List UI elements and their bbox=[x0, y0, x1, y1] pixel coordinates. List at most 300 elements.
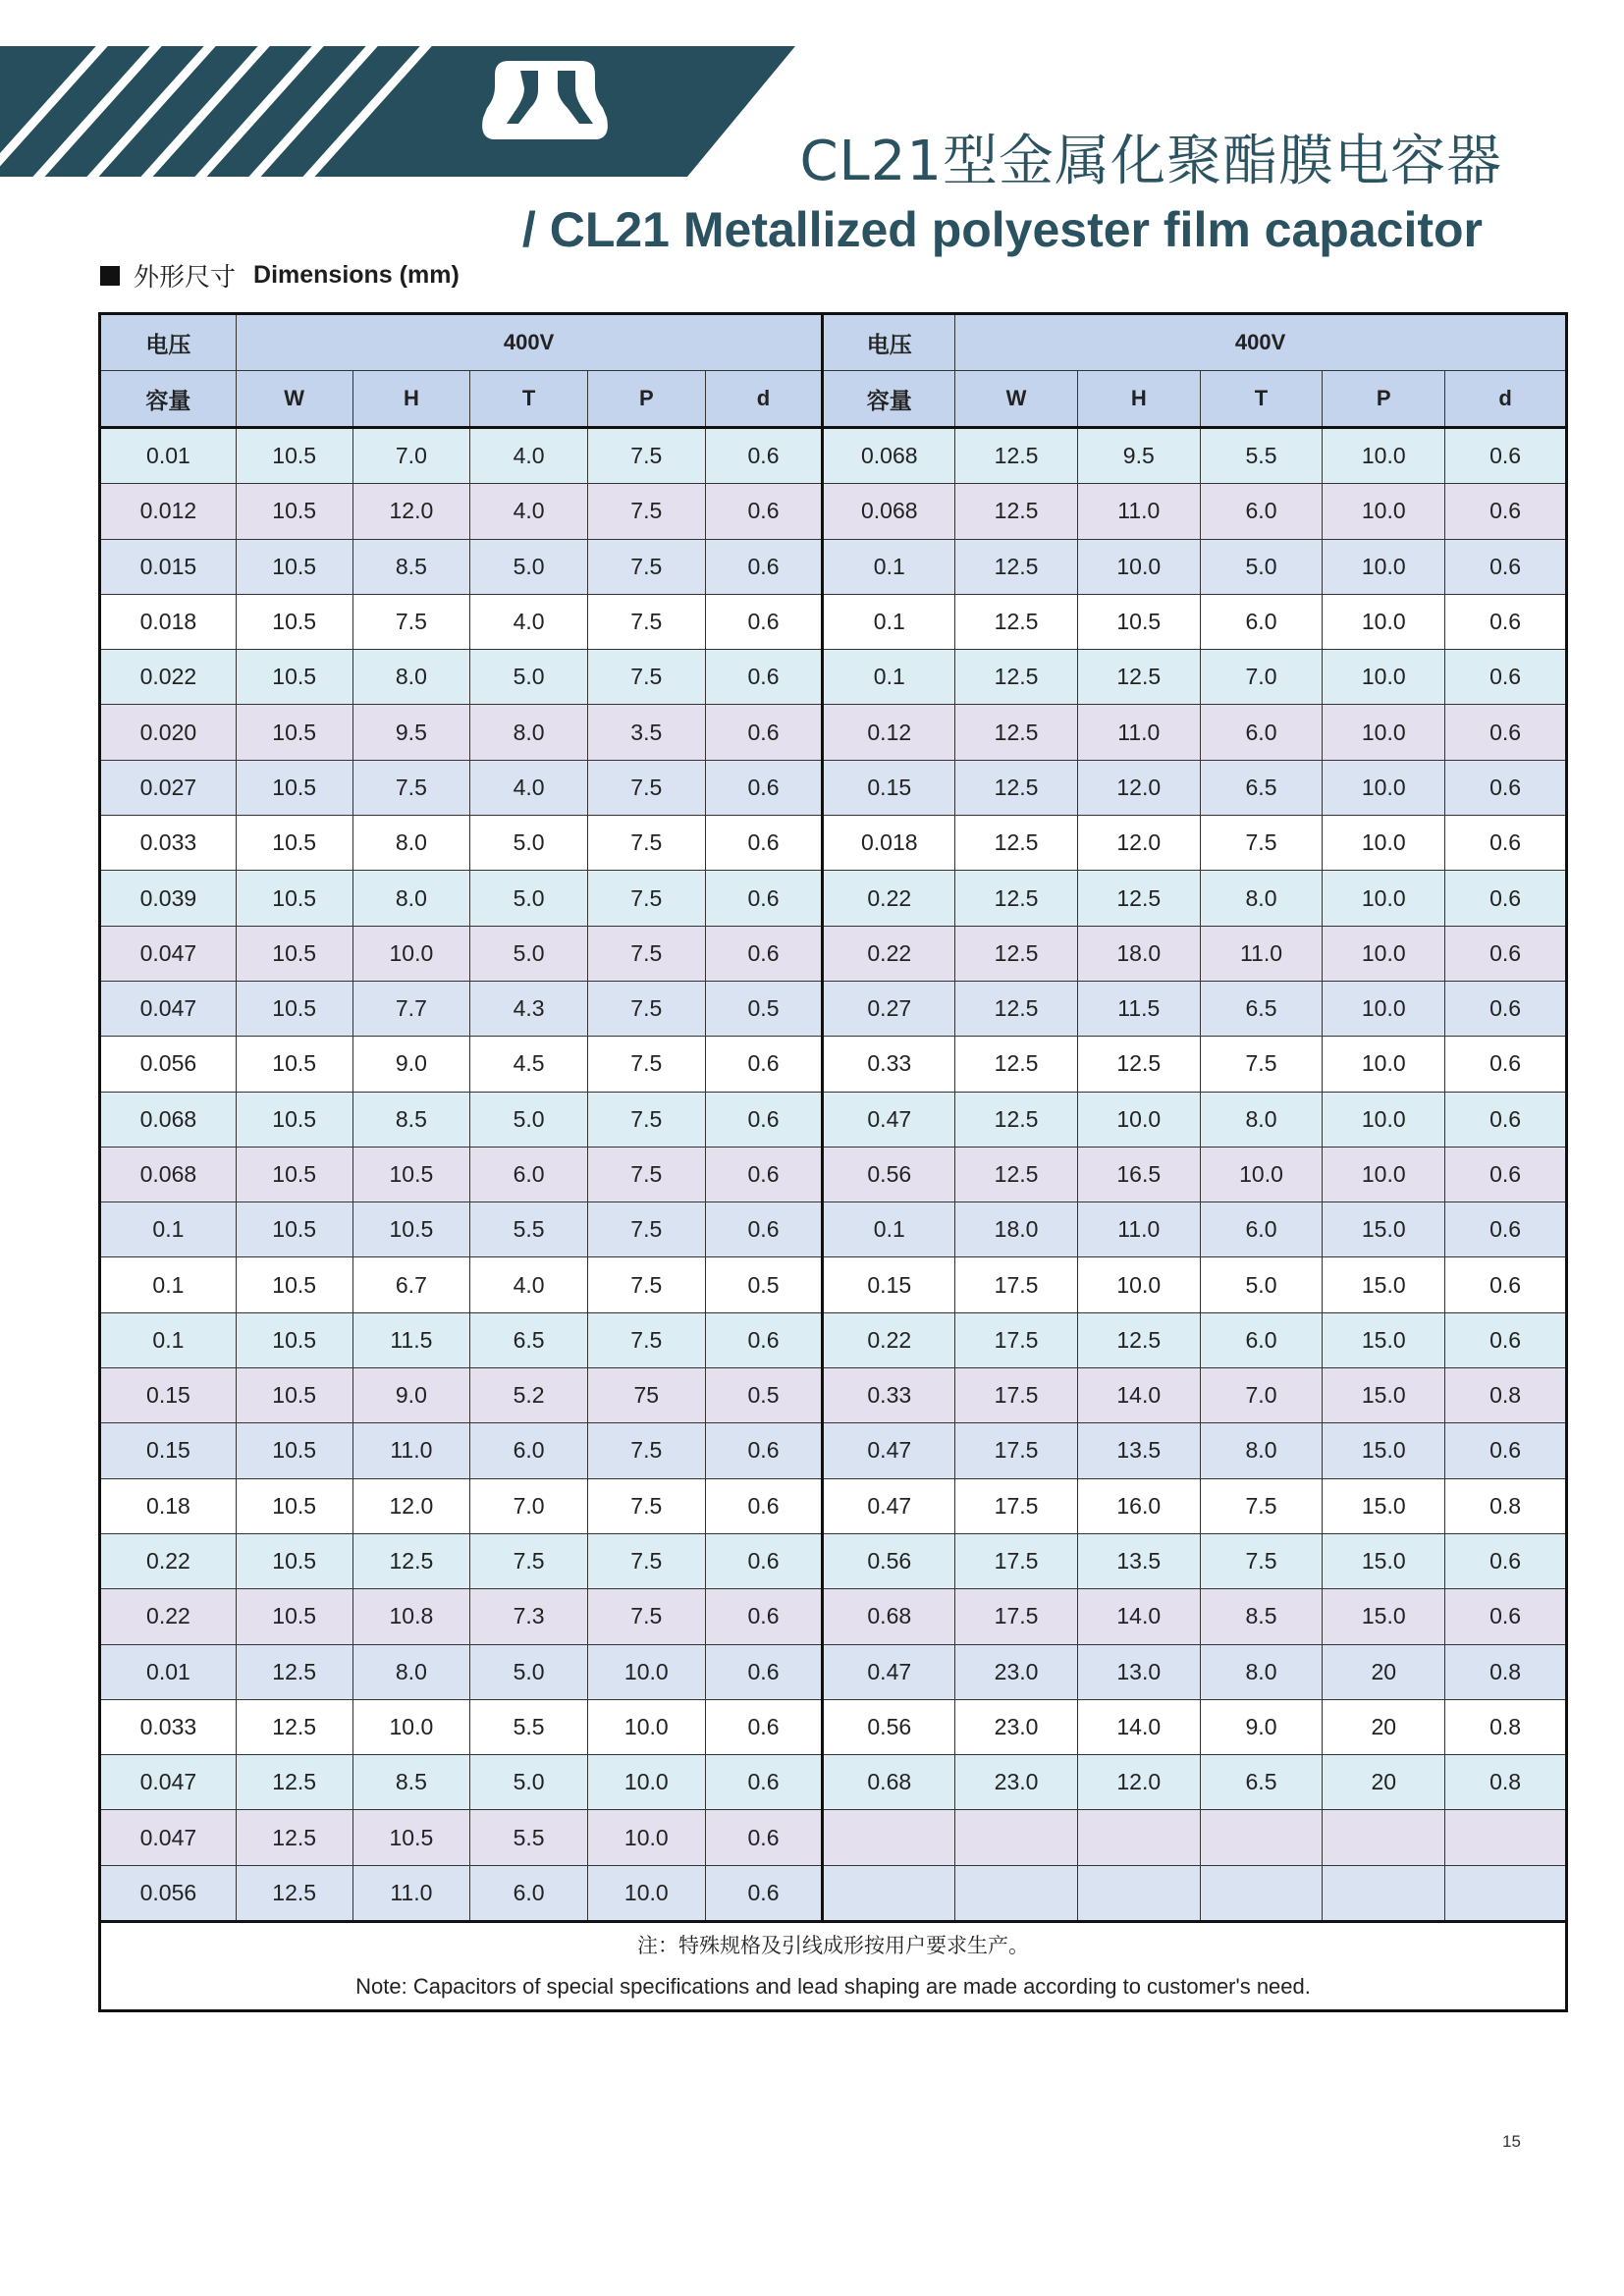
dimension-cell: 7.5 bbox=[587, 539, 705, 594]
dimension-cell: 0.6 bbox=[705, 1202, 823, 1257]
capacity-cell: 0.056 bbox=[100, 1865, 237, 1921]
dimension-cell: 0.6 bbox=[705, 1533, 823, 1588]
capacity-cell: 0.027 bbox=[100, 760, 237, 815]
dimension-cell: 10.5 bbox=[236, 1589, 352, 1644]
capacity-cell: 0.056 bbox=[100, 1037, 237, 1092]
capacity-cell: 0.22 bbox=[100, 1533, 237, 1588]
dimension-cell: 7.5 bbox=[587, 760, 705, 815]
dimension-cell: 14.0 bbox=[1077, 1699, 1200, 1754]
dimension-cell: 7.5 bbox=[587, 1147, 705, 1201]
dimension-cell: 12.5 bbox=[955, 650, 1078, 705]
dimension-cell: 6.0 bbox=[1200, 484, 1323, 539]
dimension-cell: 0.6 bbox=[705, 926, 823, 981]
dimension-cell: 16.5 bbox=[1077, 1147, 1200, 1201]
table-row bbox=[100, 981, 1567, 1036]
dimension-cell: 12.5 bbox=[1077, 1312, 1200, 1367]
dimension-cell: 23.0 bbox=[955, 1755, 1078, 1810]
dimension-cell: 0.6 bbox=[705, 760, 823, 815]
dimension-cell: 17.5 bbox=[955, 1478, 1078, 1533]
capacity-cell bbox=[823, 1865, 955, 1921]
dimension-cell: 0.6 bbox=[1445, 1589, 1567, 1644]
dimension-cell: 8.0 bbox=[1200, 871, 1323, 926]
dimension-cell: 10.5 bbox=[236, 1257, 352, 1312]
capacity-cell: 0.015 bbox=[100, 539, 237, 594]
dimension-cell: 0.6 bbox=[1445, 1257, 1567, 1312]
dimension-cell: 17.5 bbox=[955, 1312, 1078, 1367]
table-row bbox=[100, 1755, 1567, 1810]
dimension-cell: 8.5 bbox=[352, 539, 470, 594]
dimension-cell: 10.0 bbox=[1077, 1257, 1200, 1312]
dimension-cell: 0.8 bbox=[1445, 1699, 1567, 1754]
voltage-value-left: 400V bbox=[236, 314, 823, 371]
dimension-cell: 6.0 bbox=[1200, 1202, 1323, 1257]
capacity-cell: 0.12 bbox=[823, 705, 955, 760]
capacity-label-right: 容量 bbox=[823, 371, 955, 428]
dimension-cell: 11.0 bbox=[352, 1865, 470, 1921]
capacity-cell: 0.1 bbox=[823, 650, 955, 705]
dimension-cell: 8.0 bbox=[1200, 1423, 1323, 1478]
dimension-cell: 0.6 bbox=[1445, 760, 1567, 815]
dimension-cell: 10.5 bbox=[236, 705, 352, 760]
dimension-cell: 12.5 bbox=[955, 871, 1078, 926]
table-row bbox=[100, 428, 1567, 484]
capacity-cell: 0.047 bbox=[100, 1755, 237, 1810]
square-bullet-icon bbox=[100, 266, 120, 286]
dimension-cell: 17.5 bbox=[955, 1257, 1078, 1312]
dimension-cell: 10.0 bbox=[1323, 816, 1445, 871]
section-heading bbox=[100, 257, 460, 294]
dimension-cell: 12.0 bbox=[1077, 816, 1200, 871]
dimension-cell: 12.5 bbox=[955, 428, 1078, 484]
capacity-cell: 0.1 bbox=[100, 1202, 237, 1257]
dimension-cell bbox=[1200, 1810, 1323, 1865]
dimension-cell: 7.5 bbox=[587, 650, 705, 705]
dimension-cell: 0.6 bbox=[705, 484, 823, 539]
dimension-cell: 12.5 bbox=[352, 1533, 470, 1588]
logo-icon bbox=[482, 61, 608, 139]
dimension-cell: 7.5 bbox=[587, 1257, 705, 1312]
table-row bbox=[100, 1423, 1567, 1478]
dimension-cell: 10.5 bbox=[236, 760, 352, 815]
dimension-cell: 5.0 bbox=[470, 871, 588, 926]
dimension-cell: 0.6 bbox=[1445, 981, 1567, 1036]
dimension-cell: 10.0 bbox=[1200, 1147, 1323, 1201]
dimension-cell: 14.0 bbox=[1077, 1368, 1200, 1423]
dimension-cell: 10.0 bbox=[1323, 1147, 1445, 1201]
dimension-cell bbox=[1323, 1810, 1445, 1865]
dimension-cell: 0.6 bbox=[705, 539, 823, 594]
capacity-cell: 0.22 bbox=[823, 871, 955, 926]
dimension-cell: 0.6 bbox=[705, 1423, 823, 1478]
dimension-cell: 7.5 bbox=[587, 816, 705, 871]
dimension-cell: 11.5 bbox=[1077, 981, 1200, 1036]
dimension-cell: 15.0 bbox=[1323, 1423, 1445, 1478]
dimension-cell bbox=[955, 1865, 1078, 1921]
dimension-cell: 8.0 bbox=[352, 650, 470, 705]
dimension-cell: 10.0 bbox=[1323, 650, 1445, 705]
dimension-cell: 12.5 bbox=[955, 981, 1078, 1036]
dimension-cell: 17.5 bbox=[955, 1423, 1078, 1478]
capacity-cell: 0.047 bbox=[100, 926, 237, 981]
dimension-cell: 75 bbox=[587, 1368, 705, 1423]
dimension-cell: 15.0 bbox=[1323, 1368, 1445, 1423]
dimension-cell: 4.5 bbox=[470, 1037, 588, 1092]
dimension-cell: 3.5 bbox=[587, 705, 705, 760]
capacity-cell: 0.56 bbox=[823, 1147, 955, 1201]
dimension-cell: 12.5 bbox=[236, 1644, 352, 1699]
voltage-label-right: 电压 bbox=[823, 314, 955, 371]
dimension-cell: 0.6 bbox=[1445, 1202, 1567, 1257]
dimension-cell: 10.5 bbox=[236, 816, 352, 871]
dimension-cell: 0.6 bbox=[1445, 484, 1567, 539]
dimension-cell: 10.5 bbox=[236, 1147, 352, 1201]
voltage-value-right: 400V bbox=[955, 314, 1567, 371]
dimension-cell: 17.5 bbox=[955, 1589, 1078, 1644]
table-row bbox=[100, 1368, 1567, 1423]
table-row bbox=[100, 484, 1567, 539]
dimension-cell: 15.0 bbox=[1323, 1312, 1445, 1367]
dimension-cell: 0.8 bbox=[1445, 1755, 1567, 1810]
dimension-cell: 9.5 bbox=[1077, 428, 1200, 484]
dimension-cell: 12.5 bbox=[236, 1865, 352, 1921]
dimension-cell: 16.0 bbox=[1077, 1478, 1200, 1533]
dimension-cell: 0.6 bbox=[1445, 871, 1567, 926]
dimension-cell: 0.6 bbox=[705, 594, 823, 649]
dimension-cell: 18.0 bbox=[955, 1202, 1078, 1257]
dimension-cell: 6.5 bbox=[470, 1312, 588, 1367]
dimension-cell: 0.6 bbox=[1445, 1037, 1567, 1092]
dimension-cell: 7.5 bbox=[587, 1092, 705, 1147]
capacity-cell: 0.022 bbox=[100, 650, 237, 705]
header-banner bbox=[0, 0, 815, 182]
dimension-cell: 12.0 bbox=[1077, 1755, 1200, 1810]
dimension-cell: 5.0 bbox=[470, 816, 588, 871]
dimension-cell: 0.6 bbox=[1445, 926, 1567, 981]
dimension-cell: 0.6 bbox=[1445, 1533, 1567, 1588]
dimension-cell: 12.5 bbox=[236, 1755, 352, 1810]
note-en: Note: Capacitors of special specifications and lead shaping are made according to customer's need. bbox=[355, 1974, 1311, 2000]
dimension-cell: 10.0 bbox=[352, 926, 470, 981]
dimension-cell: 12.5 bbox=[1077, 871, 1200, 926]
dimension-cell: 10.0 bbox=[587, 1644, 705, 1699]
dimension-cell: 5.0 bbox=[470, 539, 588, 594]
dimension-cell: 17.5 bbox=[955, 1533, 1078, 1588]
dimension-cell: 12.0 bbox=[1077, 760, 1200, 815]
dimension-cell: 10.5 bbox=[236, 1423, 352, 1478]
dimension-cell: 12.5 bbox=[955, 1092, 1078, 1147]
dimension-cell: 0.6 bbox=[705, 1092, 823, 1147]
dimension-cell: 10.8 bbox=[352, 1589, 470, 1644]
dimension-cell: 10.5 bbox=[236, 871, 352, 926]
col-header-p: P bbox=[1323, 371, 1445, 428]
dimension-cell: 5.0 bbox=[470, 1092, 588, 1147]
dimension-cell: 23.0 bbox=[955, 1644, 1078, 1699]
capacity-cell: 0.47 bbox=[823, 1092, 955, 1147]
note-cn: 注：特殊规格及引线成形按用户要求生产。 bbox=[637, 1934, 1029, 1958]
dimension-cell: 7.5 bbox=[587, 428, 705, 484]
capacity-cell: 0.039 bbox=[100, 871, 237, 926]
dimension-cell: 10.0 bbox=[1323, 705, 1445, 760]
col-header-d: d bbox=[1445, 371, 1567, 428]
dimension-cell: 0.6 bbox=[1445, 428, 1567, 484]
capacity-cell: 0.1 bbox=[100, 1312, 237, 1367]
col-header-w: W bbox=[955, 371, 1078, 428]
dimension-cell: 7.0 bbox=[470, 1478, 588, 1533]
col-header-h: H bbox=[352, 371, 470, 428]
page-number: 15 bbox=[1502, 2132, 1521, 2151]
dimension-cell: 10.5 bbox=[236, 1202, 352, 1257]
dimension-cell: 20 bbox=[1323, 1644, 1445, 1699]
dimension-cell: 10.0 bbox=[1077, 539, 1200, 594]
dimension-cell: 8.0 bbox=[352, 871, 470, 926]
dimension-cell bbox=[1077, 1810, 1200, 1865]
dimension-cell: 7.7 bbox=[352, 981, 470, 1036]
capacity-cell: 0.018 bbox=[100, 594, 237, 649]
dimension-cell: 0.6 bbox=[705, 871, 823, 926]
dimension-cell: 10.0 bbox=[1323, 428, 1445, 484]
dimension-cell: 7.5 bbox=[1200, 1478, 1323, 1533]
dimension-cell: 5.0 bbox=[470, 1644, 588, 1699]
dimension-cell: 10.0 bbox=[1323, 1092, 1445, 1147]
dimension-cell: 12.5 bbox=[955, 594, 1078, 649]
dimension-cell bbox=[1445, 1865, 1567, 1921]
dimension-cell: 0.6 bbox=[1445, 1423, 1567, 1478]
dimension-cell: 6.0 bbox=[1200, 1312, 1323, 1367]
dimension-cell: 10.5 bbox=[236, 1037, 352, 1092]
capacity-cell: 0.33 bbox=[823, 1037, 955, 1092]
voltage-label-left: 电压 bbox=[100, 314, 237, 371]
dimension-cell: 10.0 bbox=[352, 1699, 470, 1754]
dimension-cell: 7.5 bbox=[587, 594, 705, 649]
dimension-cell: 12.5 bbox=[955, 705, 1078, 760]
dimension-cell: 4.0 bbox=[470, 760, 588, 815]
dimension-cell bbox=[1445, 1810, 1567, 1865]
capacity-cell: 0.1 bbox=[823, 1202, 955, 1257]
capacity-cell: 0.068 bbox=[100, 1092, 237, 1147]
dimension-cell: 0.6 bbox=[705, 1699, 823, 1754]
dimension-cell: 6.5 bbox=[1200, 1755, 1323, 1810]
dimension-cell: 20 bbox=[1323, 1699, 1445, 1754]
table-row bbox=[100, 1810, 1567, 1865]
dimension-cell: 5.0 bbox=[1200, 539, 1323, 594]
capacity-cell bbox=[823, 1810, 955, 1865]
capacity-cell: 0.47 bbox=[823, 1423, 955, 1478]
dimension-cell: 7.5 bbox=[587, 484, 705, 539]
dimension-cell: 12.5 bbox=[236, 1699, 352, 1754]
dimension-cell: 10.5 bbox=[236, 1478, 352, 1533]
capacity-cell: 0.22 bbox=[100, 1589, 237, 1644]
dimension-cell: 0.6 bbox=[705, 1865, 823, 1921]
capacity-cell: 0.15 bbox=[823, 1257, 955, 1312]
dimension-cell: 10.0 bbox=[587, 1810, 705, 1865]
dimension-cell: 0.6 bbox=[705, 1644, 823, 1699]
dimension-cell: 10.0 bbox=[1323, 981, 1445, 1036]
table-row bbox=[100, 1699, 1567, 1754]
capacity-cell: 0.56 bbox=[823, 1533, 955, 1588]
table-row bbox=[100, 1478, 1567, 1533]
dimension-cell: 6.0 bbox=[470, 1423, 588, 1478]
dimension-cell: 0.6 bbox=[705, 1589, 823, 1644]
table-row bbox=[100, 1037, 1567, 1092]
dimension-cell: 11.0 bbox=[1200, 926, 1323, 981]
dimension-cell: 7.5 bbox=[587, 981, 705, 1036]
dimension-cell: 6.0 bbox=[1200, 705, 1323, 760]
dimension-cell bbox=[1323, 1865, 1445, 1921]
capacity-cell: 0.15 bbox=[823, 760, 955, 815]
capacity-cell: 0.01 bbox=[100, 428, 237, 484]
dimension-cell: 12.5 bbox=[1077, 650, 1200, 705]
dimension-cell: 12.5 bbox=[955, 926, 1078, 981]
page-title-cn: CL21型金属化聚酯膜电容器 bbox=[799, 130, 1502, 193]
capacity-cell: 0.068 bbox=[823, 484, 955, 539]
dimension-cell: 10.0 bbox=[1323, 594, 1445, 649]
col-header-d: d bbox=[705, 371, 823, 428]
table-row bbox=[100, 926, 1567, 981]
dimension-cell: 7.0 bbox=[1200, 650, 1323, 705]
capacity-cell: 0.018 bbox=[823, 816, 955, 871]
capacity-cell: 0.47 bbox=[823, 1644, 955, 1699]
dimension-cell: 10.0 bbox=[587, 1865, 705, 1921]
dimension-cell: 12.0 bbox=[352, 1478, 470, 1533]
dimension-cell: 0.6 bbox=[1445, 650, 1567, 705]
dimension-cell: 9.5 bbox=[352, 705, 470, 760]
capacity-cell: 0.1 bbox=[823, 594, 955, 649]
dimension-cell: 5.5 bbox=[1200, 428, 1323, 484]
dimension-cell bbox=[1077, 1865, 1200, 1921]
col-header-p: P bbox=[587, 371, 705, 428]
table-row bbox=[100, 1257, 1567, 1312]
dimension-cell: 10.0 bbox=[1323, 760, 1445, 815]
dimension-cell: 5.0 bbox=[470, 1755, 588, 1810]
dimension-cell: 11.0 bbox=[352, 1423, 470, 1478]
dimension-cell: 10.0 bbox=[1323, 1037, 1445, 1092]
dimension-cell: 8.0 bbox=[352, 1644, 470, 1699]
capacity-cell: 0.15 bbox=[100, 1423, 237, 1478]
dimension-cell: 5.5 bbox=[470, 1202, 588, 1257]
capacity-cell: 0.068 bbox=[823, 428, 955, 484]
dimension-cell: 7.5 bbox=[1200, 816, 1323, 871]
table-row bbox=[100, 816, 1567, 871]
dimension-cell: 5.0 bbox=[470, 926, 588, 981]
dimension-cell: 10.5 bbox=[352, 1810, 470, 1865]
dimension-cell: 12.5 bbox=[955, 1037, 1078, 1092]
dimension-cell: 10.5 bbox=[236, 594, 352, 649]
capacity-cell: 0.27 bbox=[823, 981, 955, 1036]
dimension-cell: 20 bbox=[1323, 1755, 1445, 1810]
table-row bbox=[100, 871, 1567, 926]
dimension-cell: 10.5 bbox=[236, 484, 352, 539]
dimension-cell: 23.0 bbox=[955, 1699, 1078, 1754]
dimension-cell: 8.0 bbox=[1200, 1644, 1323, 1699]
dimension-cell: 7.5 bbox=[352, 760, 470, 815]
dimension-cell: 10.5 bbox=[352, 1202, 470, 1257]
dimension-cell: 12.5 bbox=[955, 484, 1078, 539]
dimension-cell: 4.3 bbox=[470, 981, 588, 1036]
capacity-cell: 0.033 bbox=[100, 816, 237, 871]
dimension-cell: 12.5 bbox=[236, 1810, 352, 1865]
dimension-cell: 5.0 bbox=[1200, 1257, 1323, 1312]
capacity-cell: 0.047 bbox=[100, 981, 237, 1036]
capacity-cell: 0.012 bbox=[100, 484, 237, 539]
capacity-cell: 0.1 bbox=[100, 1257, 237, 1312]
dimension-cell: 11.0 bbox=[1077, 705, 1200, 760]
dimension-cell: 15.0 bbox=[1323, 1202, 1445, 1257]
dimension-cell: 5.5 bbox=[470, 1810, 588, 1865]
section-label-cn: 外形尺寸 bbox=[134, 263, 237, 293]
dimension-cell: 10.5 bbox=[236, 539, 352, 594]
dimension-cell: 0.6 bbox=[705, 1147, 823, 1201]
dimension-cell: 7.0 bbox=[1200, 1368, 1323, 1423]
dimension-cell: 15.0 bbox=[1323, 1257, 1445, 1312]
dimension-cell: 11.0 bbox=[1077, 484, 1200, 539]
dimension-cell: 7.3 bbox=[470, 1589, 588, 1644]
dimension-cell: 7.5 bbox=[587, 1202, 705, 1257]
dimension-cell: 12.5 bbox=[955, 539, 1078, 594]
dimension-cell: 0.5 bbox=[705, 981, 823, 1036]
dimension-cell: 10.5 bbox=[236, 926, 352, 981]
dimension-cell: 0.5 bbox=[705, 1257, 823, 1312]
dimension-cell: 6.0 bbox=[470, 1865, 588, 1921]
dimension-cell: 0.6 bbox=[1445, 705, 1567, 760]
table-row bbox=[100, 1865, 1567, 1921]
capacity-cell: 0.56 bbox=[823, 1699, 955, 1754]
dimension-cell: 4.0 bbox=[470, 484, 588, 539]
dimension-cell: 10.5 bbox=[1077, 594, 1200, 649]
capacity-cell: 0.01 bbox=[100, 1644, 237, 1699]
dimension-cell: 9.0 bbox=[352, 1368, 470, 1423]
dimension-cell: 8.5 bbox=[352, 1755, 470, 1810]
dimension-cell: 10.0 bbox=[1323, 871, 1445, 926]
table-row bbox=[100, 1092, 1567, 1147]
dimension-cell: 10.0 bbox=[1323, 926, 1445, 981]
dimension-cell: 11.0 bbox=[1077, 1202, 1200, 1257]
dimension-cell: 5.5 bbox=[470, 1699, 588, 1754]
dimension-cell: 8.0 bbox=[470, 705, 588, 760]
dimension-cell: 15.0 bbox=[1323, 1478, 1445, 1533]
table-row bbox=[100, 705, 1567, 760]
dimension-cell: 0.6 bbox=[705, 1312, 823, 1367]
dimension-cell: 0.6 bbox=[705, 1755, 823, 1810]
table-row bbox=[100, 1147, 1567, 1201]
dimension-cell: 0.6 bbox=[705, 816, 823, 871]
capacity-cell: 0.68 bbox=[823, 1755, 955, 1810]
dimension-cell: 9.0 bbox=[352, 1037, 470, 1092]
dimension-cell: 5.0 bbox=[470, 650, 588, 705]
dimension-cell: 10.5 bbox=[236, 428, 352, 484]
dimension-cell: 10.5 bbox=[236, 1092, 352, 1147]
dimension-cell: 6.5 bbox=[1200, 981, 1323, 1036]
dimension-cell: 5.2 bbox=[470, 1368, 588, 1423]
capacity-cell: 0.15 bbox=[100, 1368, 237, 1423]
dimension-cell: 13.5 bbox=[1077, 1423, 1200, 1478]
page-title-en: / CL21 Metallized polyester film capacitor bbox=[521, 202, 1483, 257]
dimension-cell: 12.5 bbox=[955, 1147, 1078, 1201]
dimension-cell: 7.5 bbox=[587, 1037, 705, 1092]
table-row bbox=[100, 1312, 1567, 1367]
table-row bbox=[100, 1533, 1567, 1588]
dimension-cell: 7.5 bbox=[352, 594, 470, 649]
table-row bbox=[100, 1589, 1567, 1644]
dimension-cell: 10.0 bbox=[1323, 484, 1445, 539]
capacity-cell: 0.33 bbox=[823, 1368, 955, 1423]
capacity-cell: 0.22 bbox=[823, 926, 955, 981]
dimension-cell: 10.5 bbox=[352, 1147, 470, 1201]
section-label-en: Dimensions (mm) bbox=[253, 261, 460, 289]
dimension-cell: 15.0 bbox=[1323, 1533, 1445, 1588]
note-cell bbox=[100, 1922, 1567, 2011]
table-row bbox=[100, 539, 1567, 594]
capacity-cell: 0.020 bbox=[100, 705, 237, 760]
